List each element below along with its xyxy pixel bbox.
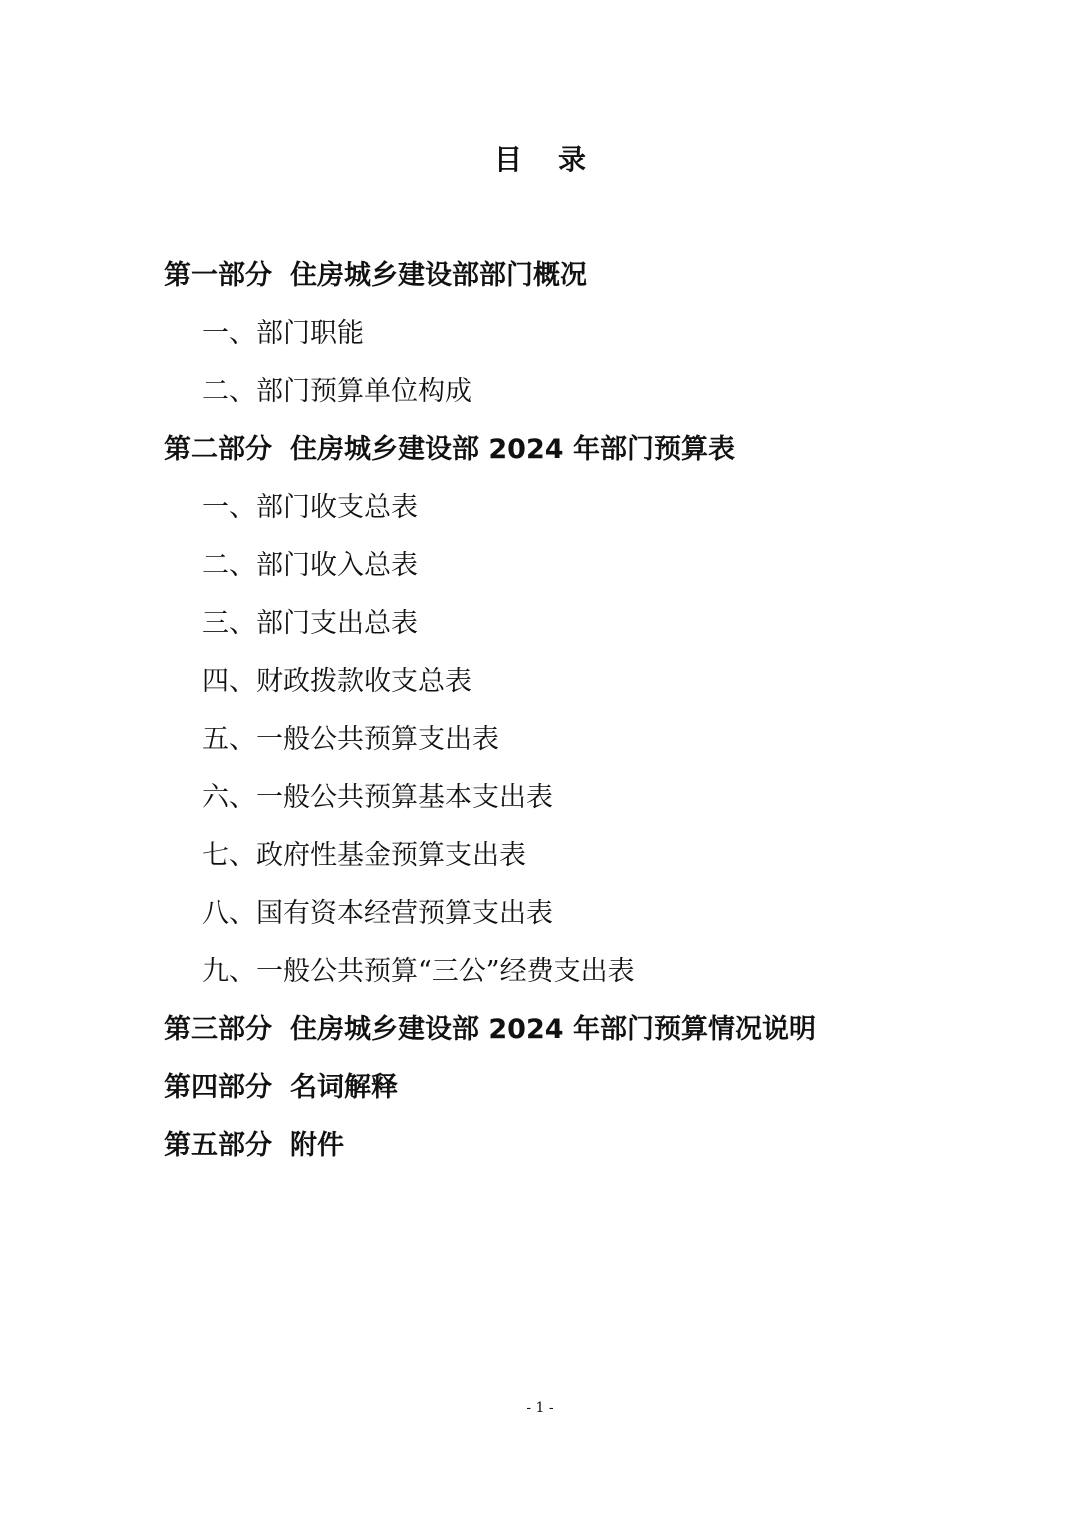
toc-item: 五、一般公共预算支出表 bbox=[202, 724, 499, 755]
toc-part-text: 住房城乡建设部 2024 年部门预算情况说明 bbox=[290, 1014, 816, 1045]
title-char-1: 目 bbox=[493, 143, 522, 176]
toc-item: 七、政府性基金预算支出表 bbox=[202, 840, 526, 871]
toc-item: 一、部门职能 bbox=[202, 318, 364, 349]
toc-item: 八、国有资本经营预算支出表 bbox=[202, 898, 553, 929]
toc-item: 九、一般公共预算“三公”经费支出表 bbox=[202, 956, 635, 987]
toc-part-text: 住房城乡建设部 2024 年部门预算表 bbox=[290, 434, 735, 465]
toc-part-text: 住房城乡建设部部门概况 bbox=[290, 260, 587, 291]
toc-item: 三、部门支出总表 bbox=[202, 608, 418, 639]
toc-part-text: 名词解释 bbox=[290, 1072, 398, 1103]
toc-part-5 bbox=[164, 1124, 964, 1182]
toc-item: 二、部门收入总表 bbox=[202, 550, 418, 581]
toc-part-3 bbox=[164, 1008, 964, 1066]
page-number: - 1 - bbox=[526, 1400, 554, 1416]
toc-item: 一、部门收支总表 bbox=[202, 492, 418, 523]
toc-part-label: 第三部分 bbox=[164, 1014, 272, 1045]
toc-part-label: 第一部分 bbox=[164, 260, 272, 291]
toc-part-text: 附件 bbox=[290, 1130, 344, 1161]
toc-part-label: 第四部分 bbox=[164, 1072, 272, 1103]
toc-item: 四、财政拨款收支总表 bbox=[202, 666, 472, 697]
toc-part-1 bbox=[164, 254, 964, 312]
toc-item: 二、部门预算单位构成 bbox=[202, 376, 472, 407]
toc-part-4 bbox=[164, 1066, 964, 1124]
toc-part-label: 第二部分 bbox=[164, 434, 272, 465]
toc-part-2 bbox=[164, 428, 964, 486]
table-of-contents bbox=[164, 254, 964, 1182]
toc-item: 六、一般公共预算基本支出表 bbox=[202, 782, 553, 813]
toc-part-label: 第五部分 bbox=[164, 1130, 272, 1161]
page-title bbox=[0, 142, 1080, 178]
title-char-2: 录 bbox=[558, 143, 587, 176]
